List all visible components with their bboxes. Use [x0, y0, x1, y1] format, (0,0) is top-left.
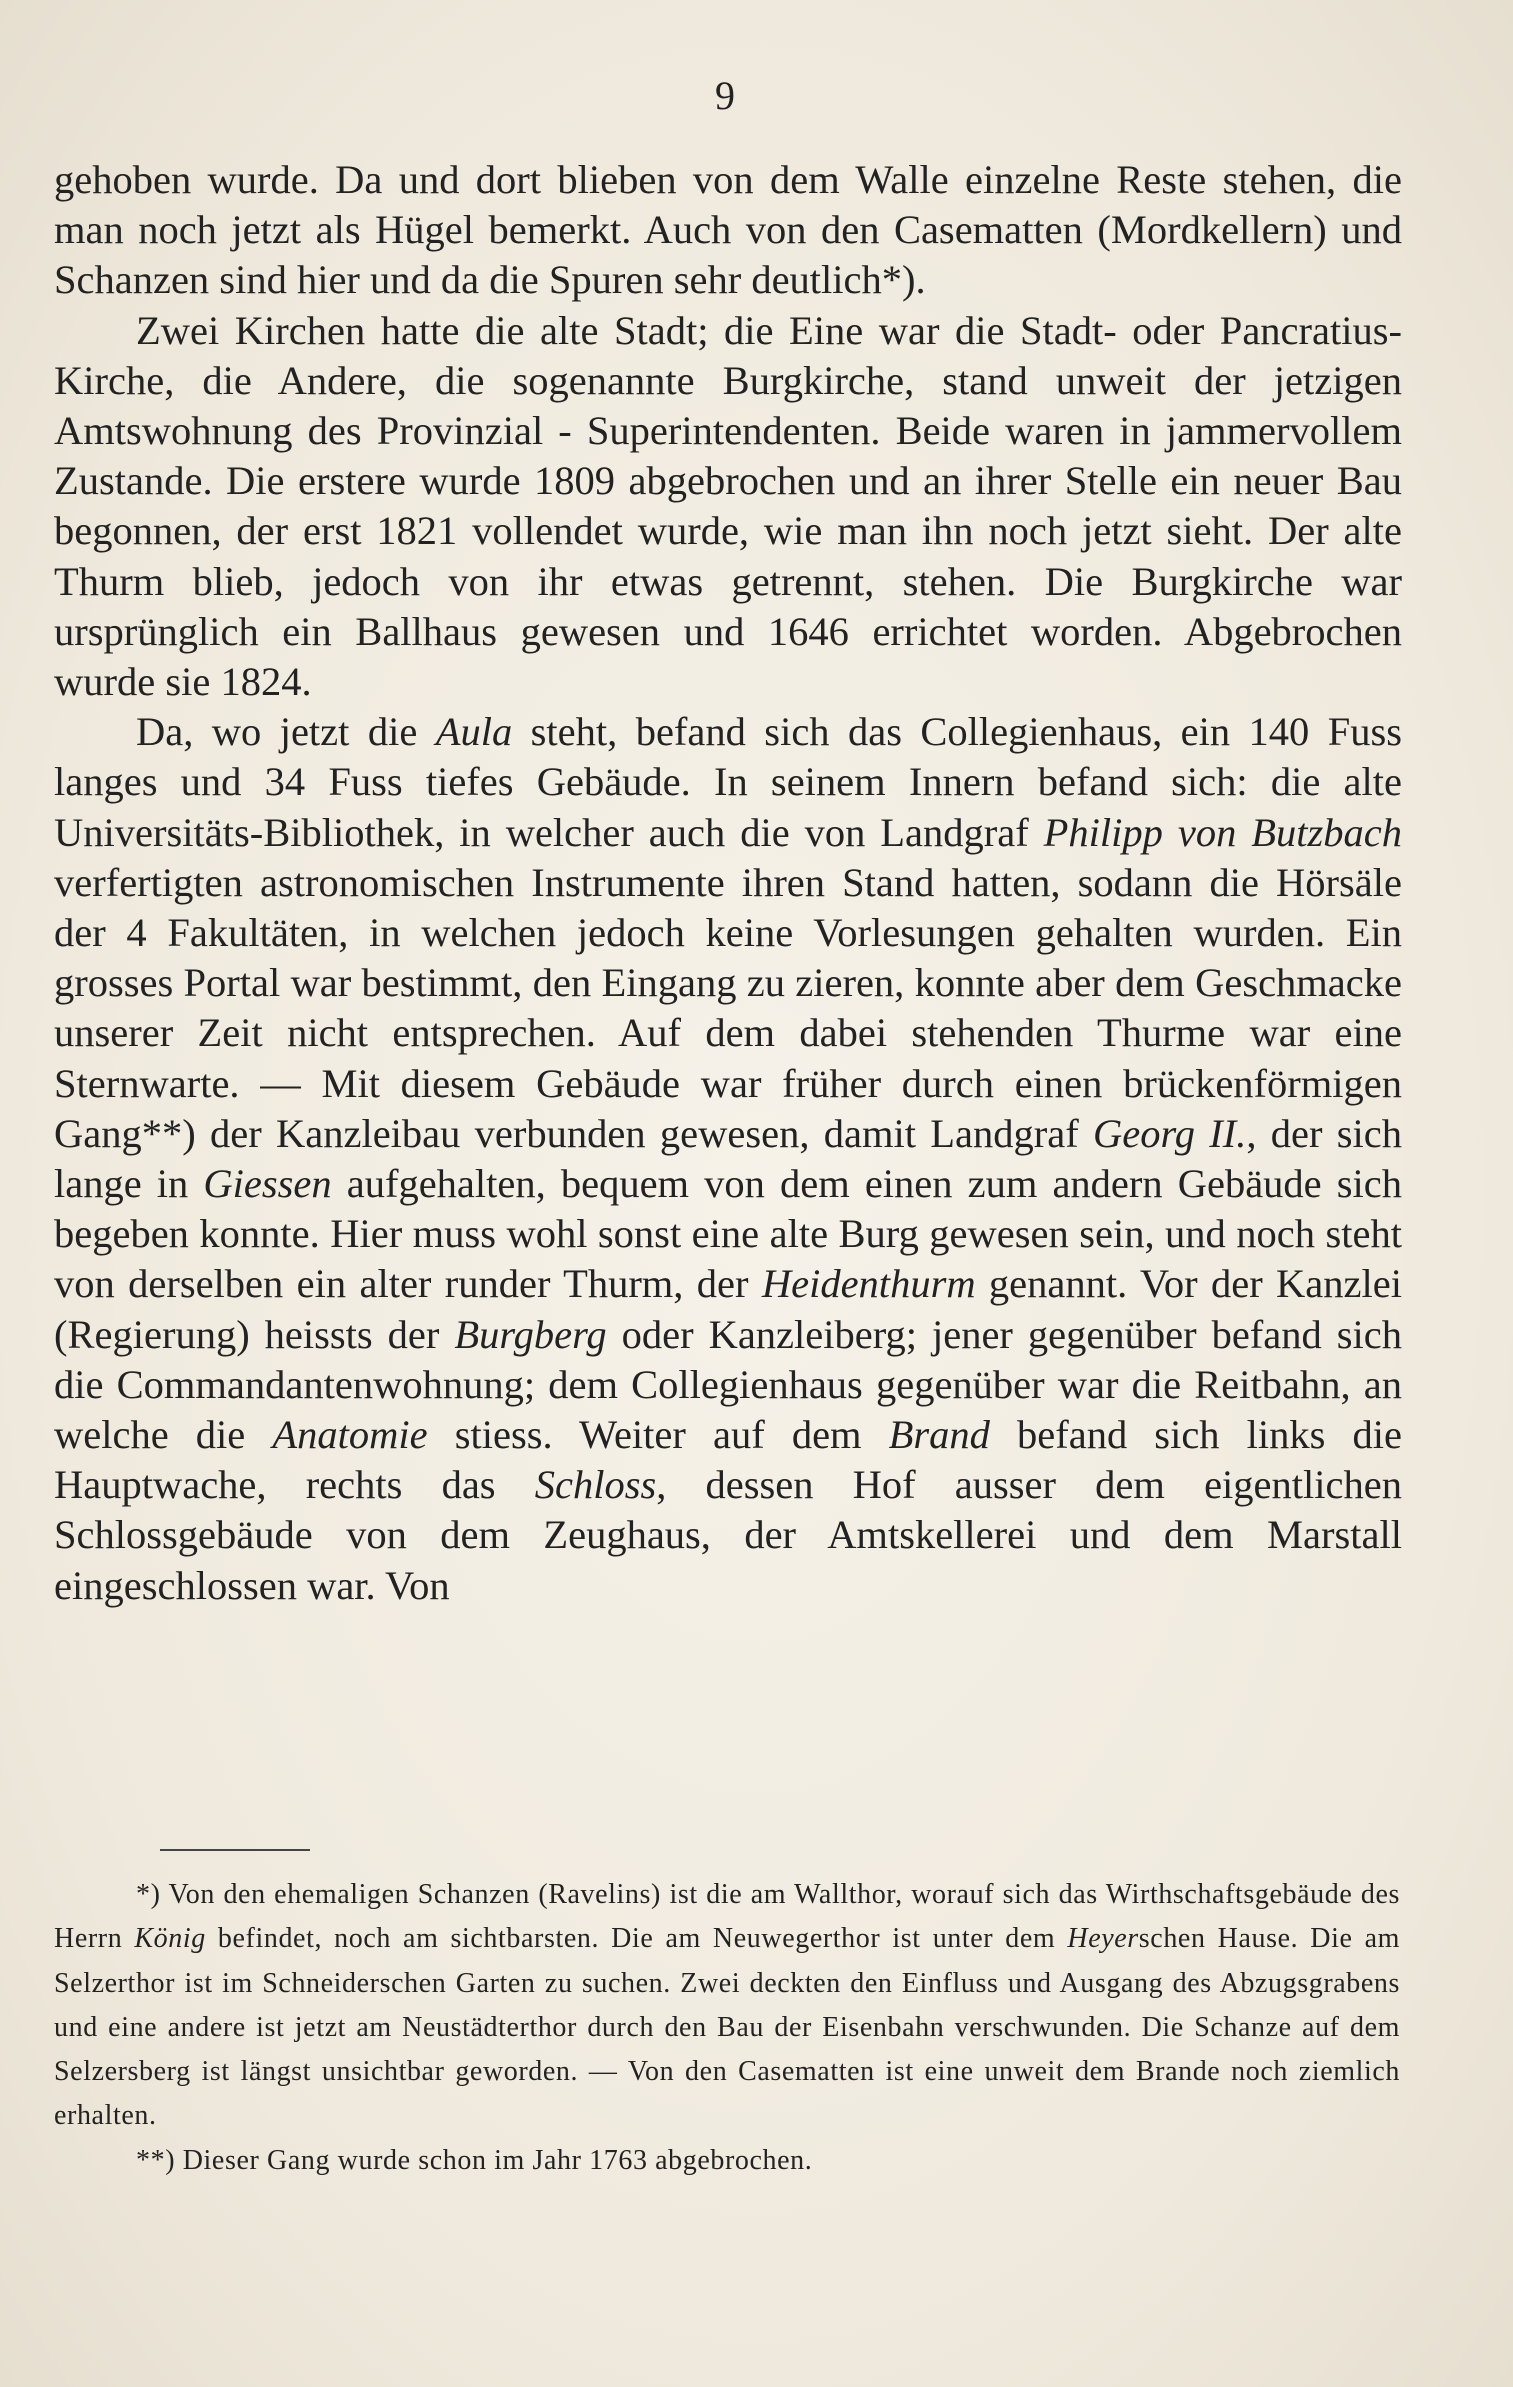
text-run: oder Kanzleiberg; jener gegenüber befand sich die Commandantenwohnung; dem Collegienhaus gegenüber war die Reitbahn, an welche die [54, 1311, 1402, 1458]
paragraph [54, 707, 1402, 1611]
italic-text: Georg II. [1092, 1110, 1247, 1156]
italic-text: Anatomie [272, 1412, 428, 1458]
footnote [54, 2139, 1400, 2183]
text-run: gehoben wurde. Da und dort blieben von dem Walle einzelne Reste stehen, die man noch jetzt als Hügel bemerkt. Auch von den Casematten (Mordkellern) und Schanzen sind hier und da die Spuren sehr deutlich*). [54, 157, 1402, 303]
page-number: 9 [715, 73, 735, 118]
body-text [54, 155, 1402, 1611]
text-run: genannt. Vor der Kanzlei (Regierung) heissts der [54, 1261, 1402, 1357]
text-run: **) Dieser Gang wurde schon im Jahr 1763 abgebrochen. [136, 2144, 813, 2176]
italic-text: Giessen [203, 1161, 332, 1207]
italic-text: Heidenthurm [761, 1261, 976, 1307]
footnote [54, 1873, 1400, 2139]
italic-text: Burgberg [454, 1311, 607, 1357]
italic-text: Schloss [534, 1462, 657, 1508]
text-run: aufgehalten, bequem von dem einen zum andern Gebäude sich begeben konnte. Hier muss wohl sonst eine alte Burg gewesen sein, und noch steht von derselben ein alter runder Thurm, der [54, 1161, 1402, 1307]
paragraph [54, 306, 1402, 708]
text-run: befindet, noch am sichtbarsten. Die am Neuwegerthor ist unter dem [205, 1923, 1068, 1955]
text-run: , dessen Hof ausser dem eigentlichen Schlossgebäude von dem Zeughaus, der Amtskellerei und dem Marstall eingeschlossen war. Von [54, 1462, 1402, 1608]
italic-text: Brand [888, 1412, 990, 1458]
text-run: *) Von den ehemaligen Schanzen (Ravelins) ist die am Wallthor, worauf sich das Wirthschaftsgebäude des Herrn [54, 1879, 1400, 1955]
italic-text: Aula [435, 709, 513, 755]
footnote-separator [160, 1849, 310, 1851]
footnotes [54, 1873, 1400, 2183]
text-run: steht, befand sich das Collegienhaus, ein 140 Fuss langes und 34 Fuss tiefes Gebäude. In seinem Innern befand sich: die alte Universitäts-Bibliothek, in welcher auch die von Landgraf [54, 709, 1402, 855]
italic-text: Philipp von Butzbach [1043, 809, 1402, 855]
text-run: verfertigten astronomischen Instrumente ihren Stand hatten, sodann die Hörsäle der 4 Fakultäten, in welchen jedoch keine Vorlesungen gehalten wurden. Ein grosses Portal war bestimmt, den Eingang zu zieren, konnte aber dem Geschmacke unserer Zeit nicht entsprechen. Auf dem dabei stehenden Thurme war eine Sternwarte. — Mit diesem Gebäude war früher durch einen brückenförmigen Gang**) der Kanzleibau verbunden gewesen, damit Landgraf [54, 859, 1402, 1156]
text-run: stiess. Weiter auf dem [427, 1412, 889, 1458]
paragraph [54, 155, 1402, 306]
text-run: Da, wo jetzt die [136, 709, 436, 755]
text-run: , der sich lange in [54, 1110, 1402, 1207]
text-run: schen Hause. Die am Selzerthor ist im Schneiderschen Garten zu suchen. Zwei deckten den Einfluss und Ausgang des Abzugsgrabens und eine andere ist jetzt am Neustädterthor durch den Bau der Eisenbahn verschwunden. Die Schanze auf dem Selzersberg ist längst unsichtbar geworden. — Von den Casematten ist eine unweit dem Brande noch ziemlich erhalten. [54, 1923, 1400, 2132]
text-run: befand sich links die Hauptwache, rechts das [54, 1412, 1403, 1508]
text-run: Zwei Kirchen hatte die alte Stadt; die Eine war die Stadt- oder Pancratius-Kirche, die Andere, die sogenannte Burgkirche, stand unweit der jetzigen Amtswohnung des Provinzial - Superintendenten. Beide waren in jammervollem Zustande. Die erstere wurde 1809 abgebrochen und an ihrer Stelle ein neuer Bau begonnen, der erst 1821 vollendet wurde, wie man ihn noch jetzt sieht. Der alte Thurm blieb, jedoch von ihr etwas getrennt, stehen. Die Burgkirche war ursprünglich ein Ballhaus gewesen und 1646 errichtet worden. Abgebrochen wurde sie 1824. [54, 307, 1402, 705]
italic-text: Heyer [1067, 1923, 1139, 1955]
italic-text: König [134, 1923, 206, 1955]
